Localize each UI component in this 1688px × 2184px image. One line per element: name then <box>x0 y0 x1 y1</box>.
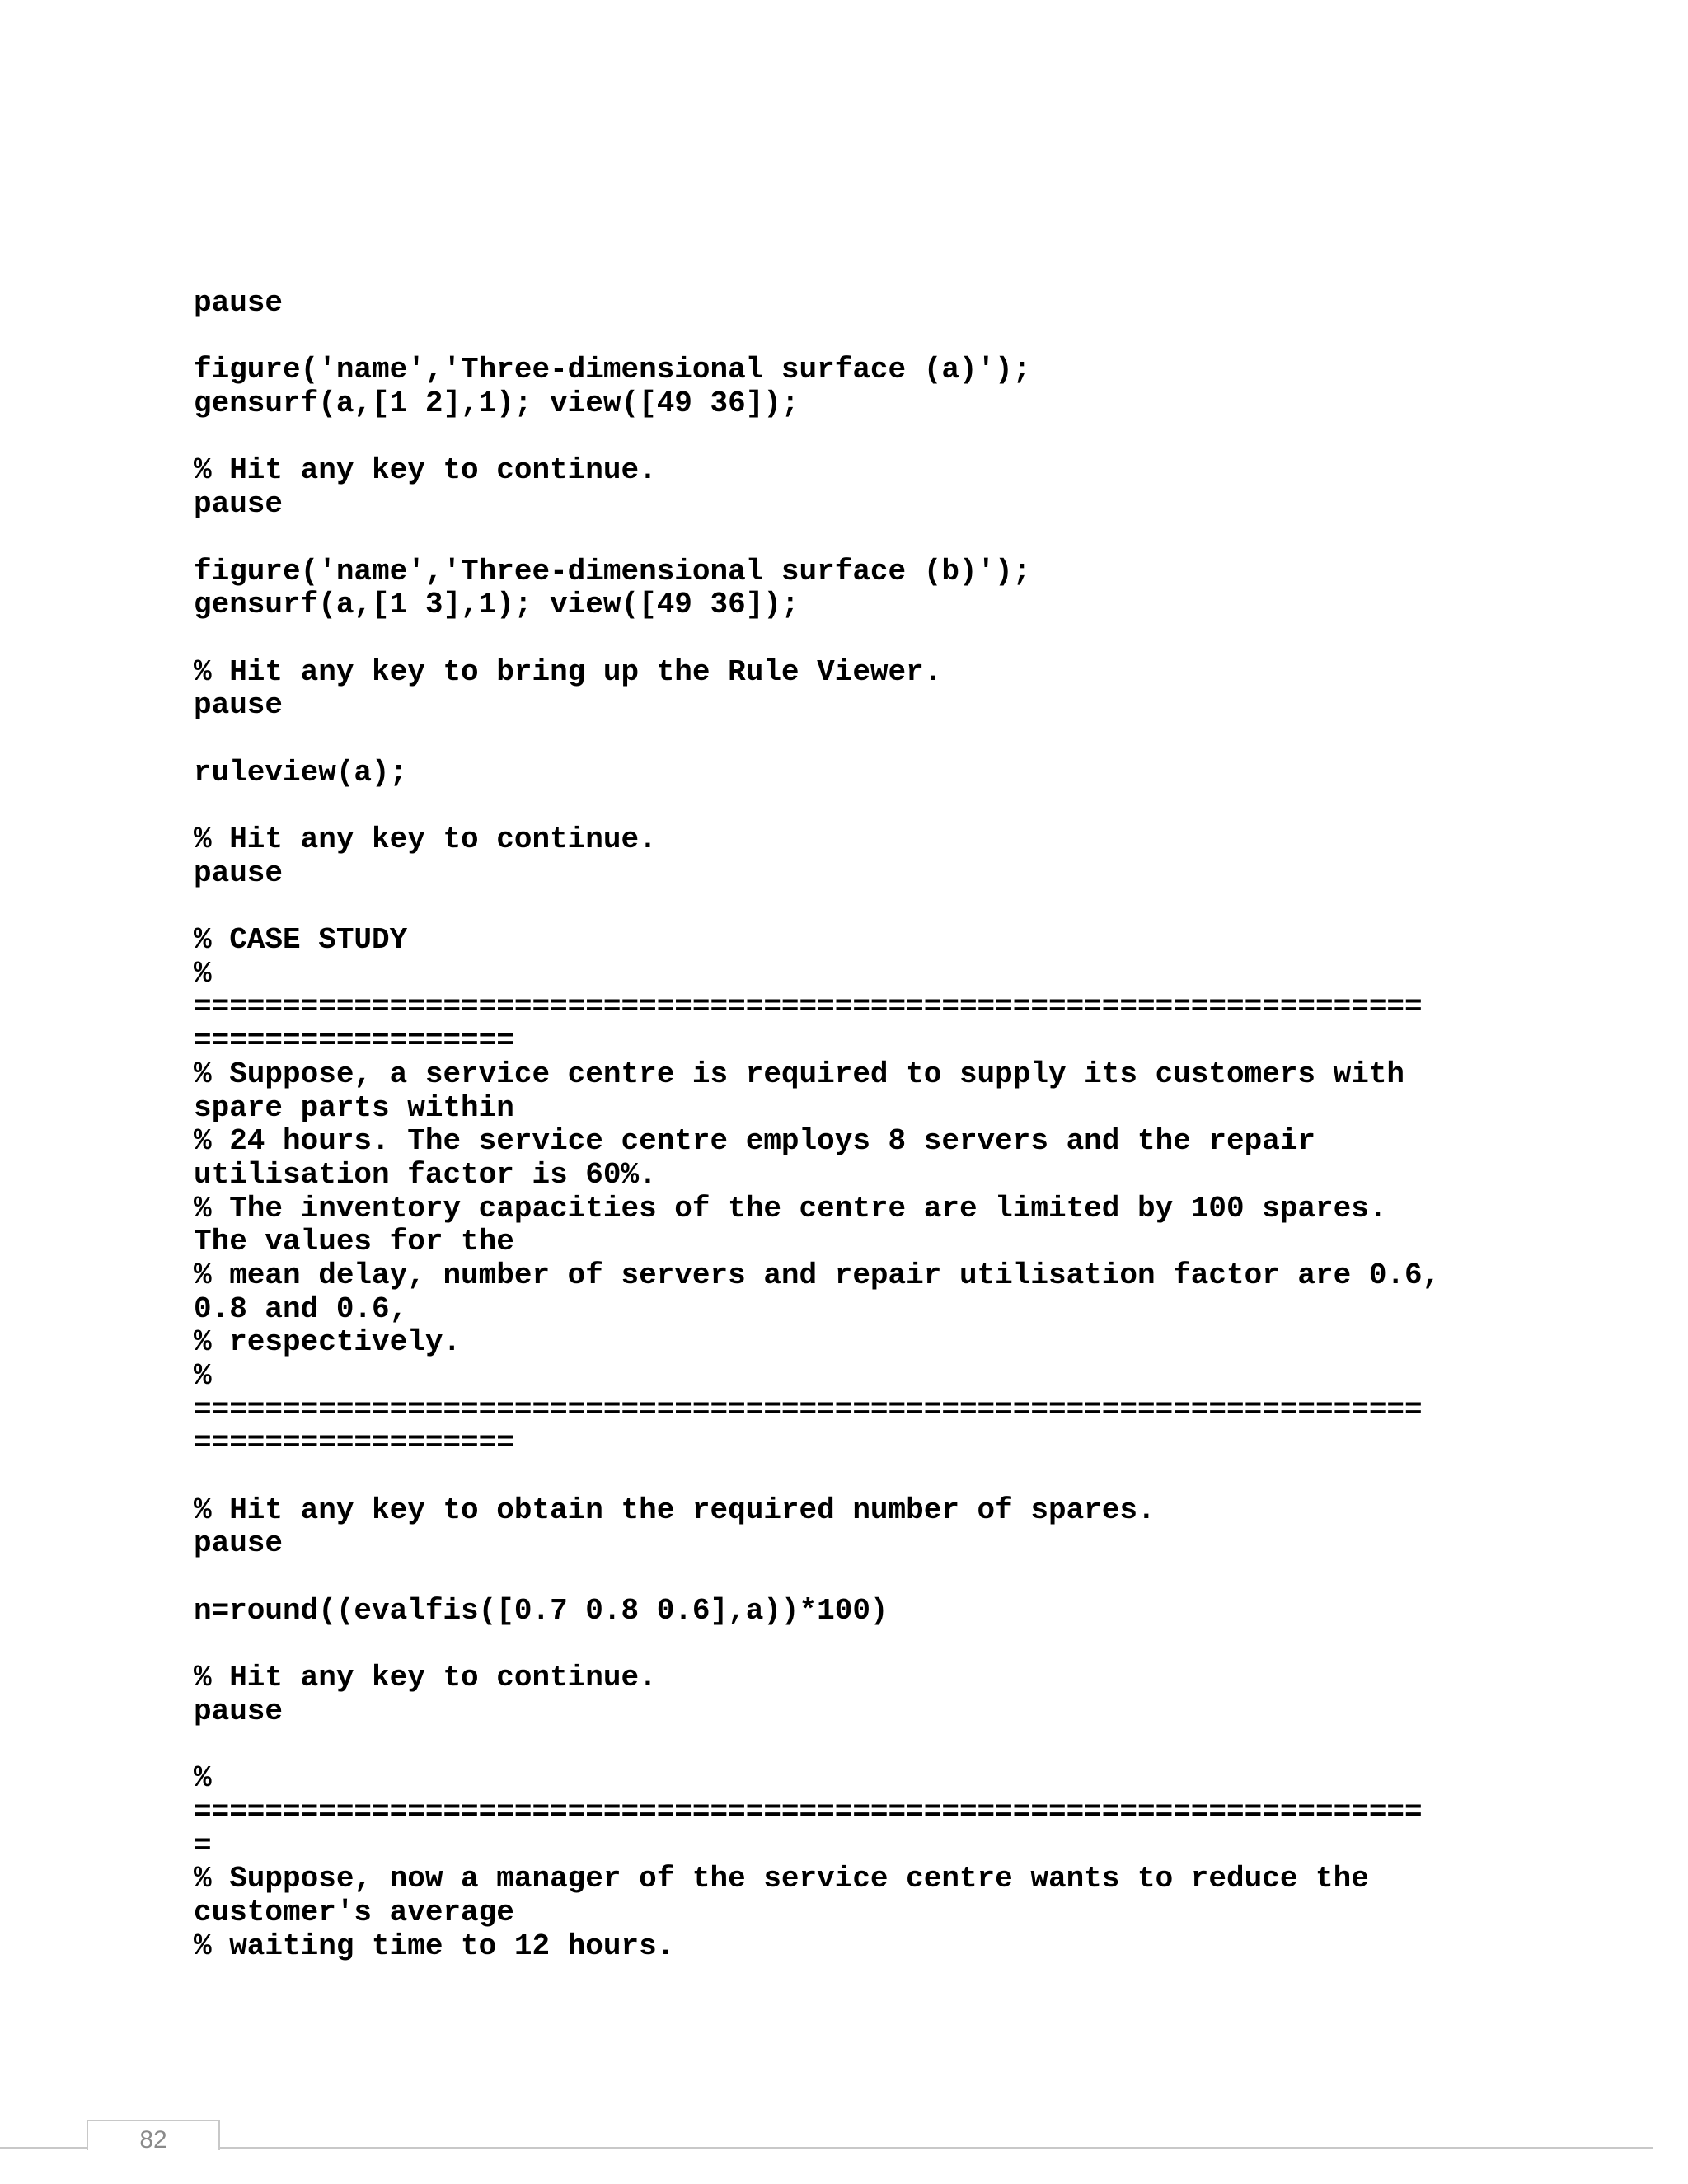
code-line: % Hit any key to continue. <box>194 453 657 488</box>
code-line: utilisation factor is 60%. <box>194 1157 657 1192</box>
code-line: pause <box>194 1526 284 1561</box>
code-line <box>194 1729 1479 1763</box>
code-line: The values for the <box>194 1225 514 1259</box>
code-listing <box>194 287 1479 1963</box>
code-line: ===================================================================== <box>194 990 1423 1024</box>
code-line <box>194 1561 1479 1595</box>
code-line: = <box>194 1828 212 1863</box>
code-line: % The inventory capacities of the centre are limited by 100 spares. <box>194 1191 1387 1226</box>
code-line: pause <box>194 487 284 522</box>
footer-rule <box>0 2147 1653 2149</box>
code-line: pause <box>194 1694 284 1728</box>
code-line <box>194 723 1479 757</box>
code-line: n=round((evalfis([0.7 0.8 0.6],a))*100) <box>194 1593 889 1628</box>
code-line: gensurf(a,[1 2],1); view([49 36]); <box>194 387 799 421</box>
code-line: % <box>194 956 212 991</box>
code-line: 0.8 and 0.6, <box>194 1291 408 1326</box>
code-line: pause <box>194 688 284 723</box>
code-line: customer's average <box>194 1896 514 1929</box>
code-line: ===================================================================== <box>194 1794 1423 1829</box>
code-line: % waiting time to 12 hours. <box>194 1929 675 1963</box>
code-line: ===================================================================== <box>194 1392 1423 1427</box>
code-line: figure('name','Three-dimensional surface (b)'); <box>194 554 1031 588</box>
code-line: gensurf(a,[1 3],1); view([49 36]); <box>194 588 799 622</box>
code-line <box>194 790 1479 823</box>
code-line: % 24 hours. The service centre employs 8 servers and the repair <box>194 1124 1316 1159</box>
page-number-tab <box>87 2120 220 2154</box>
code-line: ruleview(a); <box>194 755 408 790</box>
code-line <box>194 421 1479 455</box>
code-line <box>194 522 1479 555</box>
code-line <box>194 1629 1479 1662</box>
code-line: % Suppose, now a manager of the service centre wants to reduce the <box>194 1862 1369 1896</box>
code-line: % CASE STUDY <box>194 923 408 958</box>
code-line: spare parts within <box>194 1090 514 1125</box>
code-line: pause <box>194 855 284 890</box>
page-number: 82 <box>139 2126 167 2154</box>
code-line: ================== <box>194 1024 514 1058</box>
code-line: % <box>194 1761 212 1796</box>
code-line <box>194 321 1479 354</box>
code-line: % Hit any key to obtain the required number of spares. <box>194 1493 1156 1527</box>
code-line: % Hit any key to continue. <box>194 1661 657 1695</box>
code-line: % respectively. <box>194 1325 462 1360</box>
code-line: % Hit any key to continue. <box>194 823 657 856</box>
code-line: ================== <box>194 1426 514 1460</box>
code-line <box>194 1460 1479 1494</box>
code-line: % <box>194 1359 212 1393</box>
code-line: % mean delay, number of servers and repair utilisation factor are 0.6, <box>194 1258 1441 1292</box>
code-line <box>194 622 1479 656</box>
code-line: pause <box>194 286 284 320</box>
code-line: % Hit any key to bring up the Rule Viewer. <box>194 654 942 689</box>
code-line: figure('name','Three-dimensional surface (a)'); <box>194 353 1031 387</box>
code-line <box>194 890 1479 924</box>
code-line: % Suppose, a service centre is required to supply its customers with <box>194 1057 1405 1091</box>
